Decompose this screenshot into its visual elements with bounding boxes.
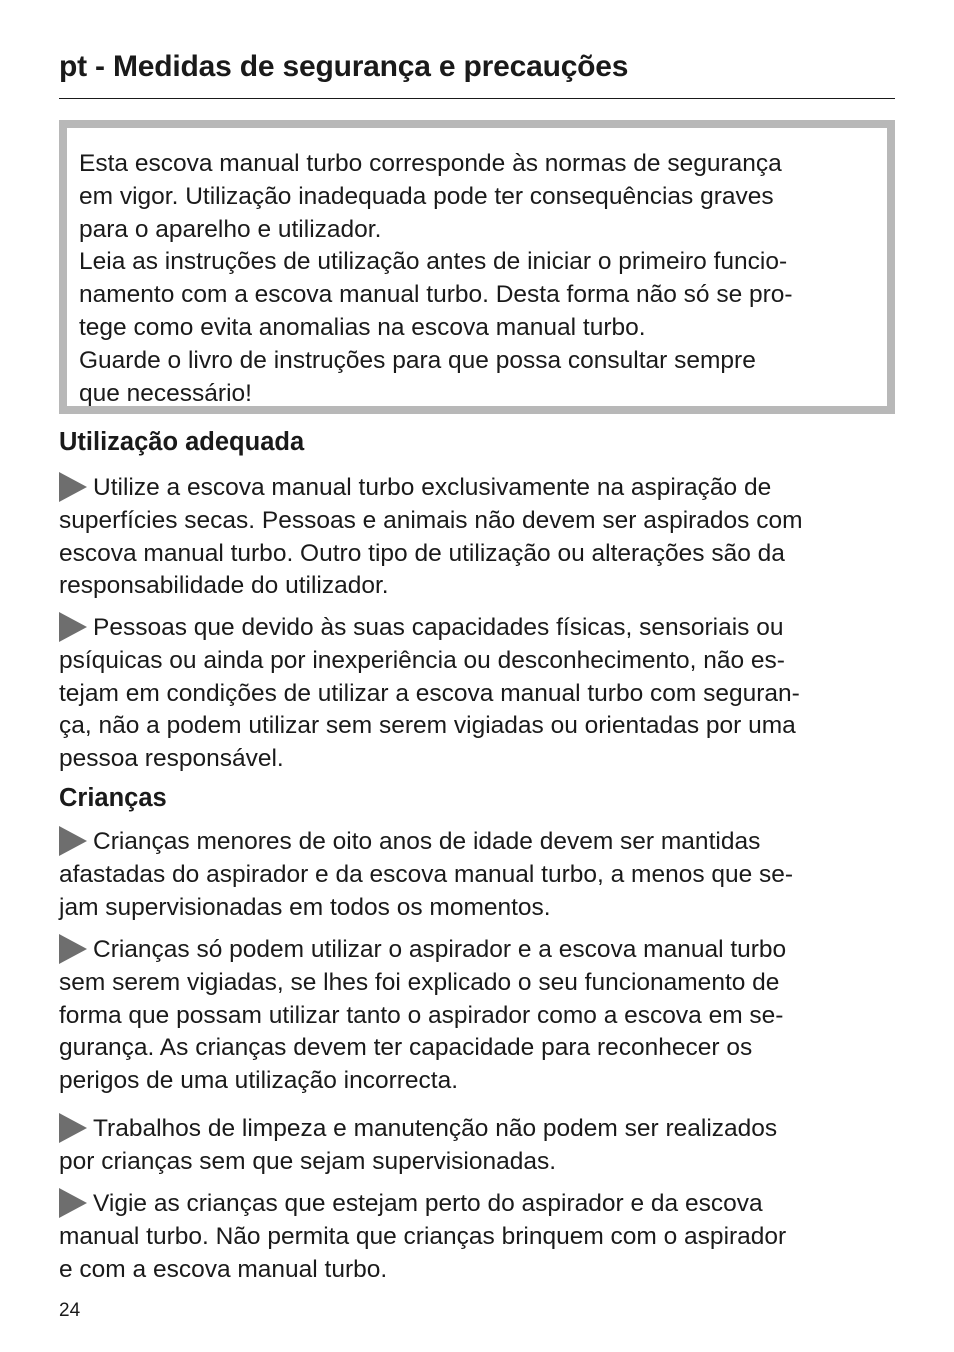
page-number: 24 xyxy=(59,1300,81,1321)
bullet-item xyxy=(59,612,904,776)
section-heading-criancas: Crianças xyxy=(59,784,167,812)
bullet-item xyxy=(59,934,904,1098)
arrow-right-icon xyxy=(59,612,87,642)
warning-box xyxy=(59,120,895,414)
bullet-item-text: Vigie as crianças que estejam perto do aspirador e da escova manual turbo. Não permita que crianças brinquem com o aspirador e com a escova manual turbo. xyxy=(59,1190,787,1283)
arrow-right-icon xyxy=(59,826,87,856)
warning-text: Esta escova manual turbo corresponde às normas de segurança em vigor. Utilização inadequada pode ter consequências graves para o aparelho e utilizador. Leia as instruções de utilização antes de iniciar o primeiro funcio- namento com a escova manual turbo. Desta forma não só se pro- tege como evita anomalias na escova manual turbo. Guarde o livro de instruções para que possa consultar sempre que necessário! xyxy=(79,150,793,407)
bullet-item xyxy=(59,1188,904,1286)
bullet-item-text: Crianças só podem utilizar o aspirador e a escova manual turbo sem serem vigiadas, se lhes foi explicado o seu funcionamento de forma que possam utilizar tanto o aspirador como a escova em se- gurança. As crianças devem ter capacidade para reconhecer os perigos de uma utilização incorrecta. xyxy=(59,936,787,1095)
arrow-right-icon xyxy=(59,1113,87,1143)
warning-box-content xyxy=(67,128,887,406)
title-divider xyxy=(59,98,895,99)
arrow-right-icon xyxy=(59,472,87,502)
bullet-item xyxy=(59,826,904,924)
page-title: pt - Medidas de segurança e precauções xyxy=(59,50,629,83)
bullet-item xyxy=(59,1113,904,1179)
bullet-item-text: Crianças menores de oito anos de idade devem ser mantidas afastadas do aspirador e da escova manual turbo, a menos que se- jam supervisionadas em todos os momentos. xyxy=(59,828,794,921)
bullet-item xyxy=(59,472,904,603)
bullet-item-text: Trabalhos de limpeza e manutenção não podem ser realizados por crianças sem que sejam supervisionadas. xyxy=(59,1115,778,1175)
bullet-item-text: Pessoas que devido às suas capacidades físicas, sensoriais ou psíquicas ou ainda por inexperiência ou desconhecimento, não es- tejam em condições de utilizar a escova manual turbo com seguran- ça, não a podem utilizar sem serem vigiadas ou orientadas por uma pessoa responsável. xyxy=(59,614,800,773)
arrow-right-icon xyxy=(59,934,87,964)
arrow-right-icon xyxy=(59,1188,87,1218)
section-heading-utilizacao: Utilização adequada xyxy=(59,428,305,456)
bullet-item-text: Utilize a escova manual turbo exclusivamente na aspiração de superfícies secas. Pessoas e animais não devem ser aspirados com escova manual turbo. Outro tipo de utilização ou alterações são da responsabilidade do utilizador. xyxy=(59,474,803,600)
